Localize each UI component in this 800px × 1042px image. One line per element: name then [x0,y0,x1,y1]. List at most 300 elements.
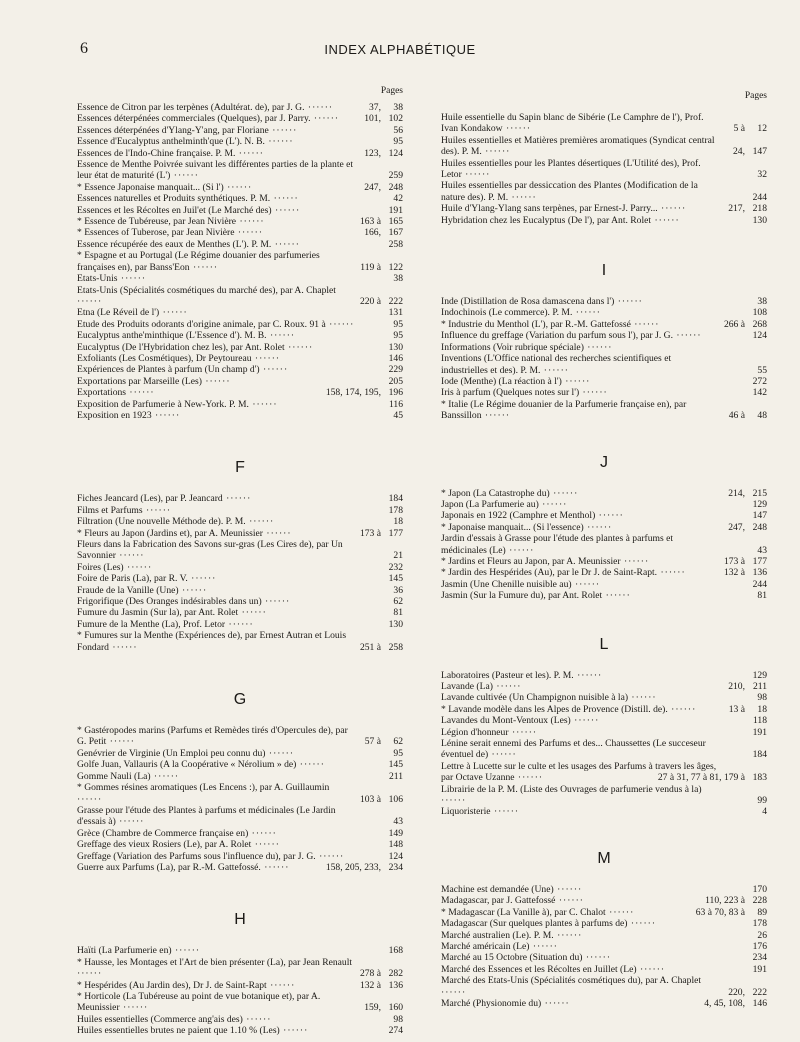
entry-title: Essences naturelles et Produits synthétiques. P. M. [77,193,271,205]
entry-page-number: 38 [393,102,403,113]
entry-page-number: 45 [393,409,403,421]
entry-page-prefix: 173 à [359,527,381,539]
entry-title: Jasmin (Une Chenille nuisible au) [441,578,572,590]
section-letter-f: F [235,459,245,477]
entry-page-number: 268 [752,318,767,330]
section-letter-g: G [233,691,247,709]
dot-leader: ······ [284,341,314,353]
index-entry [77,748,403,759]
entry-title: * Japon (La Catastrophe du) [441,487,550,499]
dot-leader: ······ [529,940,558,952]
index-entry [77,148,403,159]
dot-leader: ······ [187,573,217,585]
entry-title: Fumure du Jasmin (Sur la), par Ant. Rolet [77,607,239,619]
entry-page-number: 55 [757,364,767,376]
entry-page-number: 118 [752,715,767,727]
index-entry [441,488,767,499]
index-entry [77,991,403,1014]
dot-leader: ······ [264,136,294,148]
entry-title: * Industrie du Menthol (L'), par R.-M. Gattefossé [441,318,631,330]
index-entry [441,918,767,929]
dot-leader: ······ [77,793,103,805]
dot-leader: ······ [553,883,583,895]
page-title: INDEX ALPHABÉTIQUE [324,42,476,57]
entry-page-number: 145 [388,573,403,585]
index-entry [441,952,767,963]
index-entry [441,930,767,941]
entry-page-number: 108 [752,307,767,319]
entry-page-number: 130 [388,341,403,353]
entry-page-prefix: 46 à [728,410,745,422]
entry-page-number: 191 [388,204,403,216]
entry-page-number: 106 [388,793,403,805]
entry-page-number: 244 [752,578,767,590]
dot-leader: ······ [310,113,340,125]
entry-page-number: 218 [752,203,767,215]
dot-leader: ······ [636,963,666,975]
entry-title: Machine est demandée (Une) [441,883,554,895]
index-entry [441,895,767,906]
entry-page-prefix: 5 à [733,123,745,135]
entry-page-number: 116 [388,398,403,410]
index-entry [441,180,767,203]
entry-title: Exportations par Marseille (Les) [77,375,202,387]
index-entry [441,510,767,521]
entry-title: Marché au 15 Octobre (Situation du) [441,952,583,964]
dot-leader: ······ [502,123,532,135]
page-number: 6 [80,40,88,57]
entry-title: Essences et les Récoltes en Juil'et (Le Marché des) [77,204,272,216]
dot-leader: ······ [555,895,585,907]
entry-title: Librairie de la P. M. (Liste des Ouvrages de parfumerie vendus à la) [441,783,702,795]
page-header [0,40,800,64]
entry-title: Huiles essentielles et Matières premières aromatiques (Syndicat central des). P. M. [441,134,715,158]
entry-title: * Fleurs au Japon (Jardins et), par A. Meunissier [77,527,263,539]
entry-title: Essences déterpénées d'Ylang-Y'ang, par Floriane [77,124,269,136]
index-entry [77,759,403,770]
index-entry [77,782,403,805]
entry-page-prefix: 166, [364,227,381,239]
dot-leader: ······ [189,261,219,273]
dot-leader: ······ [481,410,511,422]
dot-leader: ······ [265,747,295,759]
section-letter-j: J [600,453,608,471]
dot-leader: ······ [508,191,537,203]
index-entry [441,941,767,952]
index-entry [77,1025,403,1036]
dot-leader: ······ [583,341,613,353]
index-entry [441,670,767,681]
entry-page-prefix: 163 à [359,216,381,228]
entry-page-prefix: 123, [364,147,381,159]
index-entry [441,692,767,703]
entry-title: Huile d'Ylang-Ylang sans terpènes, par Ernest-J. Parry... [441,203,658,215]
index-entry [77,562,403,573]
entry-page-prefix: 158, 174, 195, [325,387,381,399]
entry-title: Greffage (Variation des Parfums sous l'influence du), par J. G. [77,850,316,862]
dot-leader: ······ [222,493,252,505]
entry-page-number: 43 [757,544,767,556]
entry-title: Huile essentielle du Sapin blanc de Sibérie (Le Camphre de l'), Prof. Ivan Kondakow [441,112,704,135]
entry-page-number: 26 [757,929,767,941]
entry-title: Huiles essentielles par dessiccation des Plantes (Modification de la nature des). P. M. [441,180,698,203]
dot-leader: ······ [150,770,180,782]
entry-page-number: 32 [757,169,767,181]
entry-page-number: 222 [388,295,403,307]
entry-page-number: 177 [752,555,767,567]
entry-page-number: 274 [388,1025,403,1037]
entry-title: * Espagne et au Portugal (Le Régime douanier des parfumeries françaises en), par Banss'Eon [77,250,320,273]
entry-page-number: 38 [393,273,403,285]
entry-page-number: 184 [752,749,767,761]
entry-title: Fraude de la Vanille (Une) [77,584,179,596]
entry-title: * Gastéropodes marins (Parfums et Remèdes tirés d'Opercules de), par G. Petit [77,725,348,748]
index-entry [77,573,403,584]
entry-title: Filtration (Une nouvelle Méthode de). P. M. [77,516,246,528]
index-entry [77,159,403,182]
dot-leader: ······ [579,387,608,399]
index-entry [77,596,403,607]
entry-page-number: 167 [388,227,403,239]
dot-leader: ······ [657,203,687,215]
dot-leader: ······ [266,330,296,342]
entry-title: * Jardin des Hespérides (Au), par le Dr J. de Saint-Rapt. [441,567,658,579]
entry-page-prefix: 110, 223 à [705,895,745,907]
dot-leader: ······ [178,584,208,596]
index-entry [441,907,767,918]
index-entry [77,125,403,136]
entry-title: * Essence de Tubéreuse, par Jean Nivière [77,216,237,228]
entry-title: Eucalyptus (De l'Hybridation chez les), par Ant. Rolet [77,341,285,353]
entry-page-prefix: 63 à 70, 83 à [695,906,745,918]
entry-page-number: 176 [752,940,767,952]
dot-leader: ······ [508,726,538,738]
dot-leader: ······ [77,968,103,980]
dot-leader: ······ [651,214,680,226]
entry-page-number: 148 [388,839,403,851]
index-entry [441,567,767,578]
index-entry [77,193,403,204]
index-entry [441,399,767,422]
index-entry [441,590,767,601]
entry-page-number: 191 [752,726,767,738]
entry-title: Jasmin (Sur la Fumure du), par Ant. Rolet [441,590,603,602]
dot-leader: ······ [262,527,292,539]
entry-title: Iris à parfum (Quelques notes sur l') [441,387,580,399]
entry-title: Liquoristerie [441,806,491,818]
index-entry [441,158,767,181]
index-entry [77,828,403,839]
entry-title: * Gommes résines aromatiques (Les Encens :), par A. Guillaumin [77,782,330,794]
dot-leader: ······ [561,375,591,387]
entry-page-number: 21 [393,550,403,562]
entry-title: Informations (Voir rubrique spéciale) [441,341,584,353]
dot-leader: ······ [235,147,264,159]
entry-title: Lavandes du Mont-Ventoux (Les) [441,715,571,727]
dot-leader: ······ [315,850,345,862]
entry-page-prefix: 214, [728,487,745,499]
dot-leader: ······ [259,364,289,376]
dot-leader: ······ [119,1002,149,1014]
entry-page-number: 282 [388,968,403,980]
dot-leader: ······ [481,146,511,158]
index-entry [77,353,403,364]
index-entry [441,738,767,761]
pages-column-label: Pages [380,86,403,96]
dot-leader: ······ [248,827,277,839]
index-entry [77,607,403,618]
dot-leader: ······ [571,578,601,590]
dot-leader: ······ [582,952,612,964]
dot-leader: ······ [260,861,290,873]
section-letter-l: L [599,635,609,653]
entry-title: Essences de l'Indo-Chine française. P. M. [77,147,236,159]
entry-page-number: 102 [388,113,403,125]
dot-leader: ······ [170,170,199,182]
entry-title: Huiles essentielles pour les Plantes désertiques (L'Utilité des), Prof. Letor [441,157,701,181]
entry-title: Essence de Citron par les terpènes (Adultérat. de), par J. G. [77,102,305,113]
entry-page-number: 81 [757,590,767,602]
entry-title: Marché américain (Le) [441,940,530,952]
entry-title: Grasse pour l'étude des Plantes à parfums et médicinales (Le Jardin d'essais à) [77,804,336,828]
entry-page-number: 89 [757,906,767,918]
entry-page-number: 146 [752,997,767,1009]
entry-title: * Horticole (La Tubéreuse au point de vue botanique et), par A. Meunissier [77,990,321,1014]
index-entry [441,319,767,330]
entry-title: Hybridation chez les Eucalyptus (De l'), par Ant. Rolet [441,214,652,226]
entry-title: * Italie (Le Régime douanier de la Parfumerie française en), par Banssillon [441,398,687,422]
entry-page-number: 259 [388,170,403,182]
index-entry [441,806,767,817]
dot-leader: ······ [657,567,686,579]
dot-leader: ······ [514,772,544,784]
index-entry [77,205,403,216]
entry-page-prefix: 27 à 31, 77 à 81, 179 à [657,772,745,784]
entry-page-prefix: 4, 45, 108, [704,997,745,1009]
index-entry [77,239,403,250]
entry-title: Madagascar (Sur quelques plantes à parfums de) [441,918,628,930]
entry-page-number: 81 [393,607,403,619]
dot-leader: ······ [151,409,181,421]
dot-leader: ······ [106,736,135,748]
dot-leader: ······ [159,307,188,319]
entry-page-number: 234 [388,861,403,873]
entry-title: Etude des Produits odorants d'origine animale, par C. Roux. 91 à [77,318,326,330]
entry-page-prefix: 24, [733,146,745,158]
dot-leader: ······ [595,510,624,522]
dot-leader: ······ [570,715,600,727]
index-entry [441,964,767,975]
entry-title: Foire de Paris (La), par R. V. [77,573,188,585]
index-entry [441,353,767,376]
index-entry [441,681,767,692]
section-letter-h: H [234,911,246,929]
entry-page-number: 129 [752,669,767,681]
entry-page-number: 272 [752,375,767,387]
entry-page-number: 211 [752,681,767,692]
entry-page-number: 232 [388,561,403,573]
entry-page-number: 4 [762,806,767,818]
entry-page-number: 136 [388,979,403,991]
section-letter-m: M [597,849,611,867]
index-entry [77,725,403,748]
index-entry [77,528,403,539]
entry-title: * Fumures sur la Menthe (Expériences de), par Ernest Autran et Louis Fondard [77,630,347,653]
entry-page-number: 124 [388,147,403,159]
dot-leader: ······ [620,555,650,567]
dot-leader: ······ [268,124,298,136]
entry-title: Influence du greffage (Variation du parfum sous l'), par J. G. [441,330,673,342]
index-entry [441,342,767,353]
entry-page-number: 130 [388,618,403,630]
entry-page-number: 38 [757,296,767,308]
dot-leader: ······ [627,918,657,930]
entry-title: Exfoliants (Les Cosmétiques), Dr Peytoureau [77,352,252,364]
index-entry [441,533,767,556]
entry-page-prefix: 247, [728,521,745,533]
dot-leader: ······ [123,561,153,573]
index-entry [77,1014,403,1025]
entry-title: Inventions (L'Office national des recherches scientifiques et industrielles et des). P. M. [441,353,672,376]
entry-page-number: 149 [388,827,403,839]
index-entry [441,296,767,307]
entry-title: Foires (Les) [77,561,124,573]
dot-leader: ······ [117,273,147,285]
entry-title: Haïti (La Parfumerie en) [77,945,172,957]
entry-page-prefix: 103 à [359,793,381,805]
dot-leader: ······ [201,375,231,387]
entry-page-number: 211 [388,770,403,782]
index-entry [77,980,403,991]
index-entry [441,761,767,784]
entry-title: Fleurs dans la Fabrication des Savons sur-gras (Les Cires de), par Un Savonnier [77,539,343,562]
index-entry [441,975,767,998]
entry-page-number: 12 [757,123,767,135]
entry-title: Iode (Menthe) (La réaction à l') [441,375,562,387]
dot-leader: ······ [614,296,643,308]
entry-page-number: 48 [757,410,767,422]
entry-page-number: 244 [752,191,767,203]
entry-page-number: 146 [388,352,403,364]
dot-leader: ······ [245,516,275,528]
index-entry [77,539,403,562]
dot-leader: ······ [238,607,267,619]
entry-page-number: 147 [752,510,767,522]
entry-title: Huiles essentielles brutes ne paient que 1.10 % (Les) [77,1025,280,1037]
index-entry [441,556,767,567]
dot-leader: ······ [540,364,569,376]
dot-leader: ······ [251,352,281,364]
dot-leader: ······ [271,238,300,250]
entry-title: Golfe Juan, Vallauris (A la Coopérative « Nérolium » de) [77,759,297,771]
index-entry [77,945,403,956]
entry-page-prefix: 13 à [728,703,745,715]
dot-leader: ······ [108,641,138,653]
entry-page-prefix: 57 à [364,736,381,748]
dot-leader: ······ [223,181,253,193]
entry-page-number: 18 [757,703,767,715]
entry-title: * Madagascar (La Vanille à), par C. Chalot [441,906,606,918]
entry-page-number: 228 [752,895,767,907]
index-entry [441,579,767,590]
entry-title: Fiches Jeancard (Les), par P. Jeancard [77,493,223,505]
entry-page-number: 168 [388,945,403,957]
entry-title: Huiles essentielles (Commerce ang'ais des) [77,1013,243,1025]
dot-leader: ······ [115,816,145,828]
entry-page-prefix: 132 à [723,567,745,579]
index-entry [77,102,403,113]
dot-leader: ······ [142,504,172,516]
dot-leader: ······ [573,669,603,681]
index-entry [441,307,767,318]
index-entry [77,250,403,273]
index-entry [441,215,767,226]
index-entry [77,285,403,308]
index-entry [77,851,403,862]
dot-leader: ······ [605,906,635,918]
entry-page-number: 98 [757,692,767,704]
index-entry [77,619,403,630]
entry-page-number: 136 [752,567,767,579]
entry-title: Inde (Distillation de Rosa damascena dans l') [441,296,615,308]
pages-column-label: Pages [744,91,767,101]
entry-page-number: 222 [752,986,767,998]
entry-page-number: 229 [388,364,403,376]
entry-title: Japon (La Parfumerie au) [441,498,539,510]
entry-title: * Hespérides (Au Jardin des), Dr J. de Saint-Rapt [77,979,267,991]
entry-page-number: 131 [388,307,403,319]
dot-leader: ······ [248,398,278,410]
entry-title: Essence d'Eucalyptus anthelminth'que (L'). N. B. [77,136,265,148]
index-entry [77,182,403,193]
entry-page-prefix: 37, [369,102,381,113]
entry-page-number: 258 [388,238,403,250]
index-entry [441,376,767,387]
entry-page-prefix: 159, [364,1002,381,1014]
entry-title: Essence récupérée des eaux de Menthes (L'). P. M. [77,238,272,250]
dot-leader: ······ [234,227,264,239]
entry-title: Lénine serait ennemi des Parfums et des... Chaussettes (Le succeseur éventuel de) [441,738,706,761]
dot-leader: ······ [271,204,301,216]
index-entry [441,499,767,510]
dot-leader: ······ [251,839,280,851]
entry-page-number: 62 [393,736,403,748]
entry-page-number: 205 [388,375,403,387]
entry-page-number: 98 [393,1013,403,1025]
entry-page-prefix: 119 à [360,261,381,273]
dot-leader: ······ [441,795,467,807]
entry-page-number: 124 [752,330,767,342]
entry-page-number: 36 [393,584,403,596]
dot-leader: ······ [553,929,583,941]
entry-page-prefix: 173 à [723,555,745,567]
dot-leader: ······ [325,318,355,330]
dot-leader: ······ [115,550,145,562]
entry-page-number: 145 [388,759,403,771]
entry-page-number: 43 [393,816,403,828]
entry-title: Etats-Unis [77,273,118,285]
right-column [441,80,767,1009]
index-entry [77,957,403,980]
index-entry [77,342,403,353]
dot-leader: ······ [270,193,299,205]
dot-leader: ······ [583,521,613,533]
entry-page-number: 248 [752,521,767,533]
dot-leader: ······ [538,498,568,510]
entry-title: Marché australien (Le). P. M. [441,929,554,941]
index-entry [77,307,403,318]
dot-leader: ······ [673,330,702,342]
